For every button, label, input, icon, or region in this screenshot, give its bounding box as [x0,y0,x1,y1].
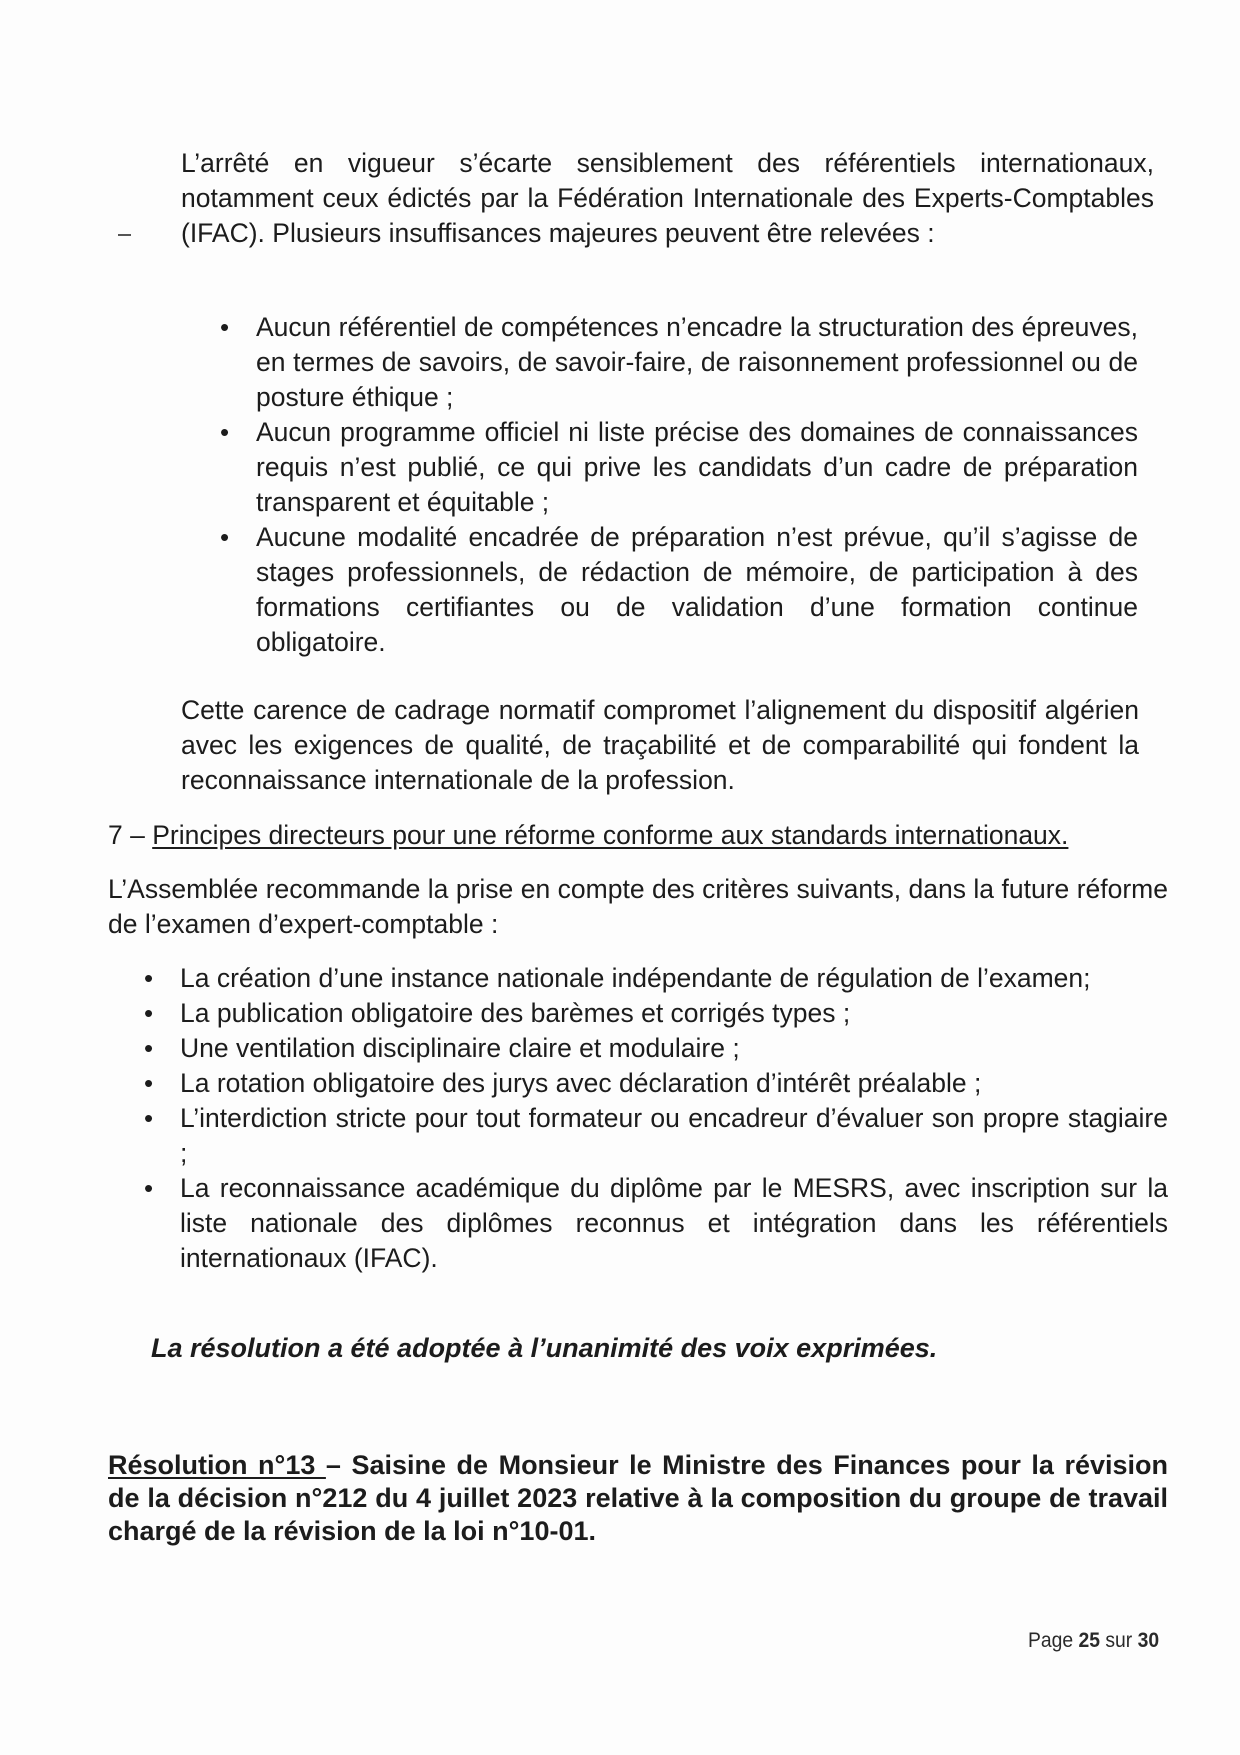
list-item: • Aucun programme officiel ni liste précise des domaines de connaissances requis n’est publié, ce qui prive les candidats d’un cadre de préparation transparent et équitable ; [220,415,1138,520]
page-total: 30 [1137,1629,1160,1652]
intro-paragraph: L’arrêté en vigueur s’écarte sensiblement des référentiels internationaux, notamment ceux édictés par la Fédération Internationale des Experts-Comptables (IFAC). Plusieurs insuffisances majeures peuvent être relevées : [181,148,1154,248]
page-word: Page [1028,1629,1074,1652]
list-item: • La création d’une instance nationale indépendante de régulation de l’examen; [144,961,1168,996]
list-item: • La rotation obligatoire des jurys avec déclaration d’intérêt préalable ; [144,1066,1168,1101]
list-item: • Aucune modalité encadrée de préparation n’est prévue, qu’il s’agisse de stages professionnels, de rédaction de mémoire, de participation à des formations certifiantes ou de validation d’une formation continue obligatoire. [220,520,1138,660]
list-item: • La reconnaissance académique du diplôme par le MESRS, avec inscription sur la liste nationale des diplômes reconnus et intégration dans les référentiels internationaux (IFAC). [144,1171,1168,1276]
resolution-13-heading [108,1449,1168,1548]
resolution-label: Résolution n°13 [108,1450,326,1480]
conclusion-paragraph: Cette carence de cadrage normatif compromet l’alignement du dispositif algérien avec les exigences de qualité, de traçabilité et de comparabilité qui fondent la reconnaissance internationale de la profession. [181,695,1139,795]
section-number: 7 – [108,820,153,850]
sur-word: sur [1105,1629,1133,1652]
list-item: • La publication obligatoire des barèmes et corrigés types ; [144,996,1168,1031]
section-heading [108,818,1168,853]
list-item: • Aucun référentiel de compétences n’encadre la structuration des épreuves, en termes de savoirs, de savoir-faire, de raisonnement professionnel ou de posture éthique ; [220,310,1138,415]
list-item: • L’interdiction stricte pour tout formateur ou encadreur d’évaluer son propre stagiaire ; [144,1101,1168,1171]
adoption-statement: La résolution a été adoptée à l’unanimité des voix exprimées. [151,1333,938,1363]
list-item: • Une ventilation disciplinaire claire et modulaire ; [144,1031,1168,1066]
insufficiencies-list [220,310,1138,660]
section-title: Principes directeurs pour une réforme conforme aux standards internationaux. [152,820,1069,850]
page-footer [1028,1629,1159,1653]
criteria-list [144,961,1168,1276]
scan-mark [118,234,131,236]
resolution-text: – Saisine de Monsieur le Ministre des Finances pour la révision de la décision n°212 du 4 juillet 2023 relative à la composition du groupe de travail chargé de la révision de la loi n°10-01. [108,1450,1168,1546]
page-number: 25 [1078,1629,1100,1652]
recommendation-intro: L’Assemblée recommande la prise en compte des critères suivants, dans la future réforme de l’examen d’expert-comptable : [108,874,1168,939]
